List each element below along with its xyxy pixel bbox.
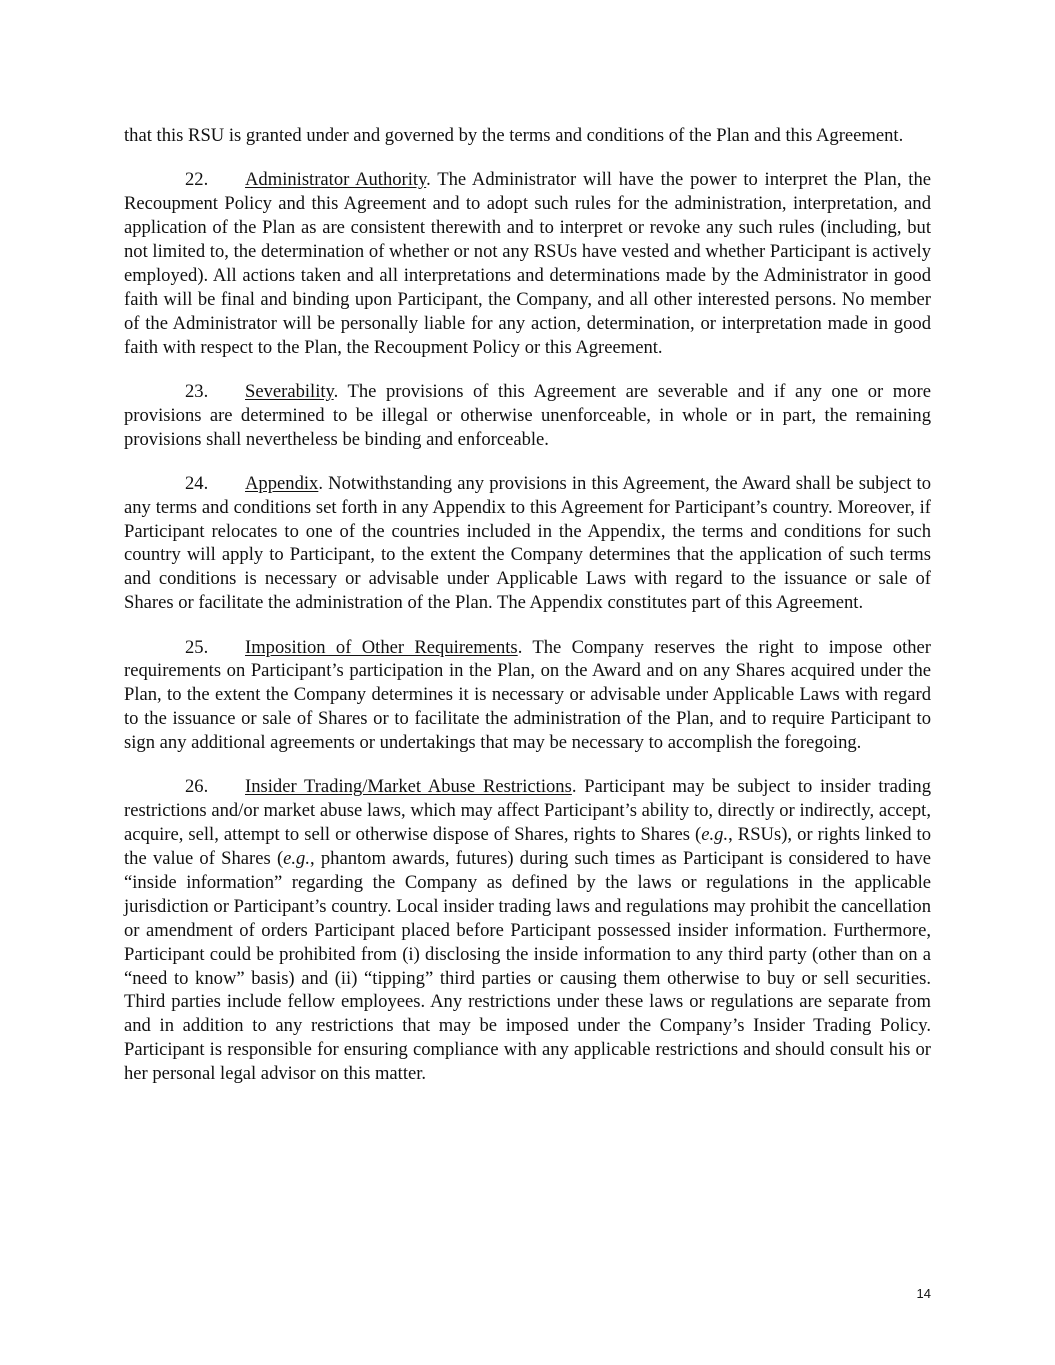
section-26-number: 26. xyxy=(185,776,209,798)
section-25-text: . The Company reserves the right to impose other requirements on Participant’s participation in the Plan, on the Award and on any Shares acquired under the Plan, to the extent the Company determines it is necessary or advisable under Applicable Laws with regard to the issuance or sale of Shares or to facilitate the administration of the Plan, and to require Participant to sign any additional agreements or undertakings that may be necessary to accomplish the foregoing. xyxy=(124,636,931,754)
section-23-title: Severability xyxy=(245,380,334,402)
section-26-title: Insider Trading/Market Abuse Restrictions xyxy=(245,776,572,798)
section-25-number: 25. xyxy=(185,636,209,658)
section-23-number: 23. xyxy=(185,380,209,402)
section-25-paragraph xyxy=(124,636,931,756)
section-26-text-part-2: , RSUs), or rights linked to the value of Shares ( xyxy=(124,824,931,870)
section-26-text-part-1: . Participant may be subject to insider trading restrictions and/or market abuse laws, which may affect Participant’s ability to, directly or indirectly, accept, acquire, sell, attempt to sell or otherwise dispose of Shares, rights to Shares ( xyxy=(124,776,932,846)
section-26-text-part-3: , phantom awards, futures) during such times as Participant is considered to have “inside information” regarding the Company as defined by the laws or regulations in the applicable jurisdiction or Participant’s country. Local insider trading laws and regulations may prohibit the cancellation or amendment of orders Participant placed before Participant possessed insider information. Furthermore, Participant could be prohibited from (i) disclosing the inside information to any third party (other than on a “need to know” basis) and (ii) “tipping” third parties or causing them otherwise to buy or sell securities. Third parties include fellow employees. Any restrictions under these laws or regulations are separate from and in addition to any restrictions that may be imposed under the Company’s Insider Trading Policy. Participant is responsible for ensuring compliance with any applicable restrictions and should consult his or her personal legal advisor on this matter. xyxy=(124,848,931,1085)
section-26-paragraph xyxy=(124,775,931,1086)
section-26-italic-eg-2: e.g. xyxy=(283,848,310,870)
section-24-number: 24. xyxy=(185,472,209,494)
section-22-text: . The Administrator will have the power to interpret the Plan, the Recoupment Policy and this Agreement and to adopt such rules for the administration, interpretation, and application of the Plan as are consistent therewith and to interpret or revoke any such rules (including, but not limited to, the determination of whether or not any RSUs have vested and whether Participant is actively employed). All actions taken and all interpretations and determinations made by the Administrator in good faith will be final and binding upon Participant, the Company, and all other interested persons. No member of the Administrator will be personally liable for any action, determination, or interpretation made in good faith with respect to the Plan, the Recoupment Policy or this Agreement. xyxy=(124,169,931,358)
intro-paragraph: that this RSU is granted under and governed by the terms and conditions of the Plan and this Agreement. xyxy=(124,125,904,146)
section-24-paragraph xyxy=(124,472,931,615)
document-body xyxy=(124,124,931,1106)
section-22-title: Administrator Authority xyxy=(245,169,427,191)
section-24-title: Appendix xyxy=(245,472,319,494)
section-23-paragraph xyxy=(124,380,931,452)
section-23-text: . The provisions of this Agreement are severable and if any one or more provisions are determined to be illegal or otherwise unenforceable, in whole or in part, the remaining provisions shall nevertheless be binding and enforceable. xyxy=(124,380,931,450)
section-25-title: Imposition of Other Requirements xyxy=(245,636,518,658)
page-number: 14 xyxy=(916,1286,931,1301)
section-26-italic-eg-1: e.g. xyxy=(701,824,729,846)
section-24-text: . Notwithstanding any provisions in this Agreement, the Award shall be subject to any terms and conditions set forth in any Appendix to this Agreement for Participant’s country. Moreover, if Participant relocates to one of the countries included in the Appendix, the terms and conditions for such country will apply to Participant, to the extent the Company determines that the application of such terms and conditions is necessary or advisable under Applicable Laws with regard to the issuance or sale of Shares or facilitate the administration of the Plan. The Appendix constitutes part of this Agreement. xyxy=(124,472,931,614)
section-22-number: 22. xyxy=(185,169,209,191)
section-22-paragraph xyxy=(124,168,931,359)
